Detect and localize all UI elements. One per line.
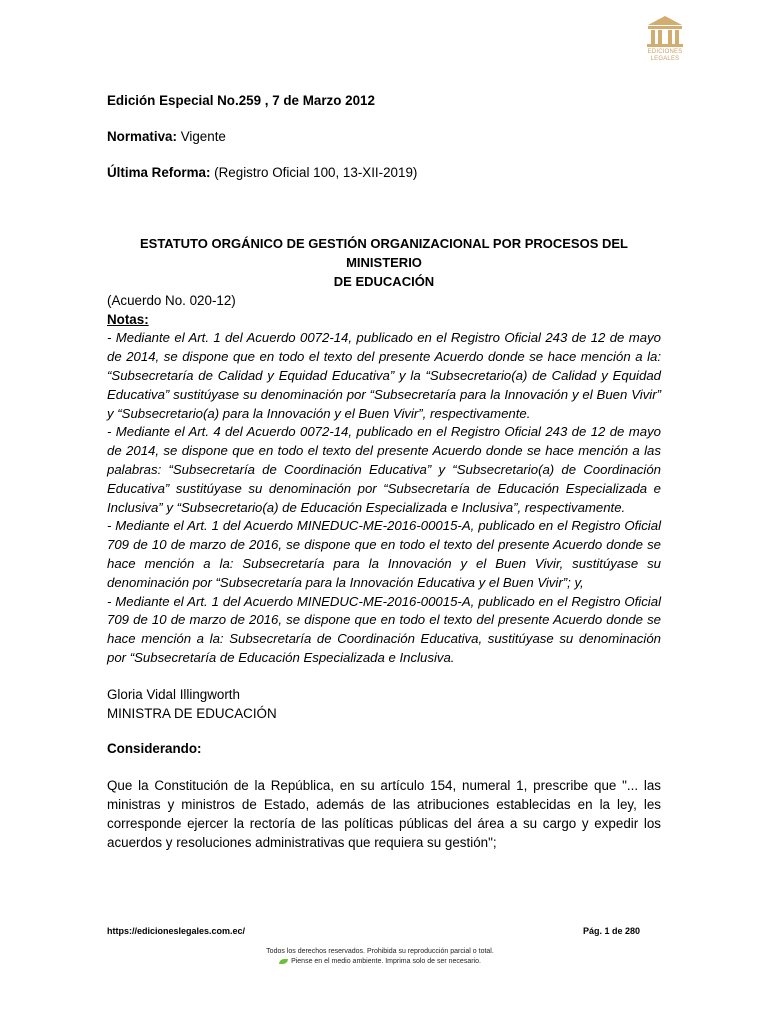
note-item: - Mediante el Art. 4 del Acuerdo 0072-14, publicado en el Registro Oficial 243 de 12 de mayo de 2014, se dispone que en todo el texto del presente Acuerdo donde se hace mención a las palabras: “Subsecretaría de Coordinación Educativa” y “Subsecretario(a) de Coordinación Educativa” sustitúyase su denominación por “Subsecretaría de Educación Especializada e Inclusiva” y “Subsecretario(a) de Educación Especializada e Inclusiva”, respectivamente. xyxy=(107,424,661,515)
normativa-value: Vigente xyxy=(180,128,226,144)
footer-eco-text: Piense en el medio ambiente. Imprima solo de ser necesario. xyxy=(291,958,481,965)
edition-line xyxy=(107,92,661,111)
publisher-logo-text xyxy=(640,49,690,63)
reforma-label: Última Reforma: xyxy=(107,164,211,180)
logo-line1: EDICIONES xyxy=(647,49,683,55)
title-line-1: ESTATUTO ORGÁNICO DE GESTIÓN ORGANIZACIONAL POR PROCESOS DEL MINISTERIO xyxy=(139,236,628,271)
footer-url[interactable]: https://edicioneslegales.com.ec/ xyxy=(107,926,246,936)
reforma-value: (Registro Oficial 100, 13-XII-2019) xyxy=(214,164,418,180)
edition-text: Edición Especial No.259 , 7 de Marzo 2012 xyxy=(107,93,375,108)
leaf-icon xyxy=(279,959,288,964)
title-line-2: DE EDUCACIÓN xyxy=(333,273,435,289)
notes-list xyxy=(107,329,661,667)
note-item: - Mediante el Art. 1 del Acuerdo MINEDUC-ME-2016-00015-A, publicado en el Registro Oficial 709 de 10 de marzo de 2016, se dispone que en todo el texto del presente Acuerdo donde se hace mención a la: Subsecretaría de Coordinación Educativa, sustitúyase su denominación por “Subsecretaría de Educación Especializada e Inclusiva. xyxy=(107,593,661,665)
footer-rights: Todos los derechos reservados. Prohibida su reproducción parcial o total. xyxy=(266,948,494,955)
footer-eco xyxy=(200,958,560,965)
notes-heading: Notas: xyxy=(107,311,149,327)
note-item: - Mediante el Art. 1 del Acuerdo MINEDUC-ME-2016-00015-A, publicado en el Registro Oficial 709 de 10 de marzo de 2016, se dispone que en todo el texto del presente Acuerdo donde se hace mención a la: Subsecretaría para la Innovación y el Buen Vivir, sustitúyase su denominación por “Subsecretaría para la Innovación Educativa y el Buen Vivir”; y, xyxy=(107,518,661,590)
signatory-title: MINISTRA DE EDUCACIÓN xyxy=(107,705,277,721)
logo-line2: LEGALES xyxy=(650,56,680,62)
reforma-line xyxy=(107,164,661,183)
acuerdo-number: (Acuerdo No. 020-12) xyxy=(107,292,236,308)
normativa-label: Normativa: xyxy=(107,128,177,144)
normativa-line xyxy=(107,128,661,147)
columns-building-icon xyxy=(640,14,690,48)
considerando-heading: Considerando: xyxy=(107,741,202,757)
signatory-name: Gloria Vidal Illingworth xyxy=(107,686,240,702)
considerando-paragraph: Que la Constitución de la República, en su artículo 154, numeral 1, prescribe que "... las ministras y ministros de Estado, además de las atribuciones establecidas en la ley, les corresponde ejercer la rectoría de las políticas públicas del área a su cargo y expedir los acuerdos y resoluciones administrativas que requiera su gestión"; xyxy=(107,778,661,850)
page-number: Pág. 1 de 280 xyxy=(583,926,641,936)
document-title xyxy=(107,235,661,291)
note-item: - Mediante el Art. 1 del Acuerdo 0072-14, publicado en el Registro Oficial 243 de 12 de mayo de 2014, se dispone que en todo el texto del presente Acuerdo donde se hace mención a la: “Subsecretaría de Calidad y Equidad Educativa” y la “Subsecretario(a) de Calidad y Equidad Educativa” sustitúyase su denominación por “Subsecretaría para la Innovación y el Buen Vivir” y “Subsecretario(a) para la Innovación y el Buen Vivir”, respectivamente. xyxy=(107,330,661,421)
document-body xyxy=(107,92,661,852)
